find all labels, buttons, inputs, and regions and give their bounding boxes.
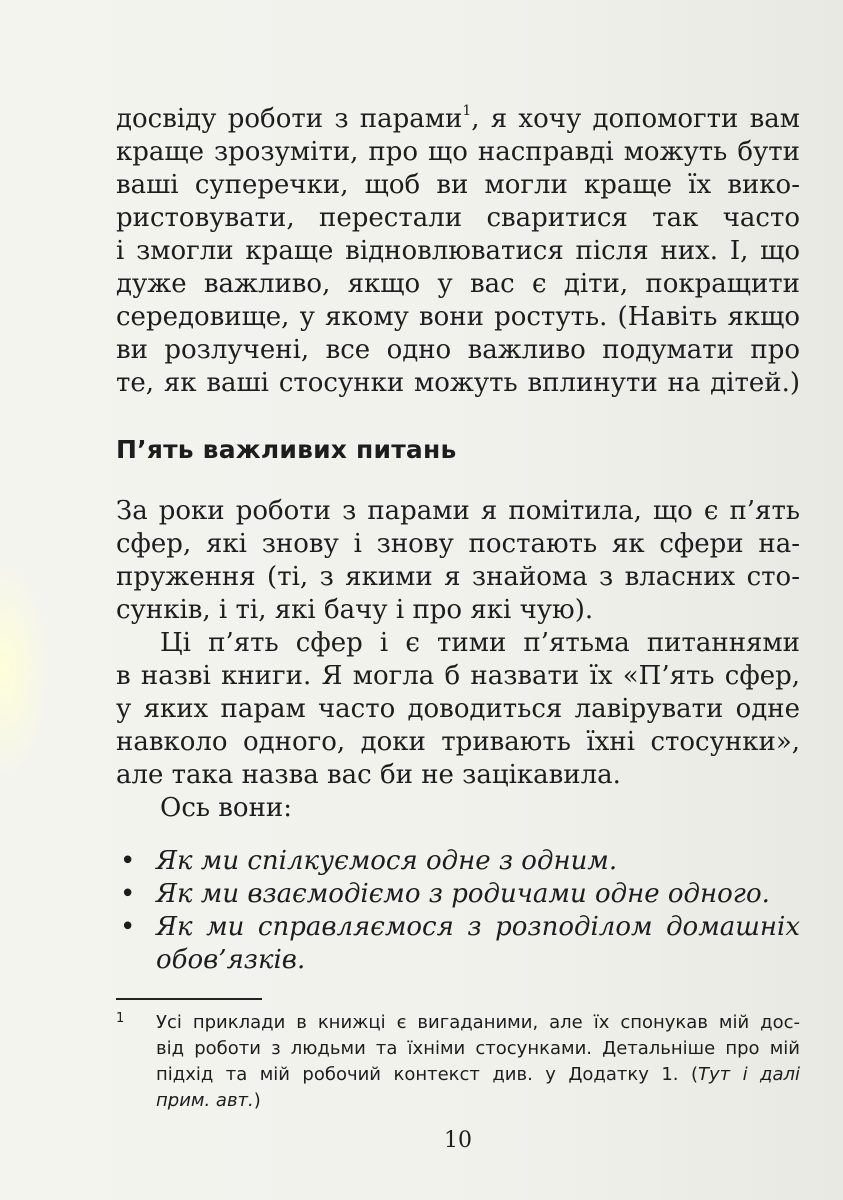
text-line: ристовувати, перестали сваритися так часто: [116, 203, 800, 233]
intro-paragraph: [116, 103, 800, 400]
list-item-text: Як ми справляємося з розподілом домашніх: [156, 912, 800, 942]
text-line: Ось вони:: [160, 793, 293, 823]
paragraph-book-title: [116, 627, 800, 792]
text-line: За роки роботи з парами я помітила, що є п’ять: [116, 496, 800, 526]
list-item: [116, 911, 800, 977]
footnote-italic: Тут і далі: [698, 1064, 800, 1085]
list-item-text: Як ми спілкуємося одне з одним.: [156, 846, 618, 876]
section-heading: П’ять важливих питань: [116, 435, 457, 464]
bullet-list: [116, 845, 800, 977]
bullet-marker: •: [120, 879, 136, 909]
list-item-text: Як ми взаємодіємо з родичами одне одного.: [156, 879, 770, 909]
text-line: ви розлучені, все одно важливо подумати про: [116, 335, 800, 365]
paragraph-five-areas: [116, 495, 800, 627]
footnote-divider: [116, 998, 262, 1000]
light-glare: [0, 560, 50, 780]
text-line: Ці п’ять сфер і є тими п’ятьма питаннями: [160, 628, 800, 658]
text-line: і змогли краще відновлюватися після них. І, що: [116, 236, 800, 266]
footnote-line: від роботи з людьми та їхніми стосунками. Детальніше про мій: [156, 1038, 800, 1059]
footnote-body: [156, 1010, 800, 1114]
text-line: досвіду роботи з парами$^1$, я хочу допомогти вам: [116, 103, 800, 134]
paragraph-here-they-are: [116, 792, 800, 825]
bullet-marker: •: [120, 912, 136, 942]
footnote-italic: прим. авт.: [156, 1090, 254, 1111]
text-line: ваші суперечки, щоб ви могли краще їх вико-: [116, 170, 800, 200]
list-item-text: обов’язків.: [156, 945, 306, 975]
text-line: дуже важливо, якщо у вас є діти, покращити: [116, 269, 800, 299]
footnote-line: Усі приклади в книжці є вигаданими, але їх спонукав мій дос-: [156, 1012, 800, 1033]
text-line: пруження (ті, з якими я знайома з власних сто-: [116, 562, 800, 592]
list-item: [116, 878, 800, 911]
bullet-marker: •: [120, 846, 136, 876]
text-line: краще зрозуміти, про що насправді можуть бути: [116, 137, 800, 167]
text-line: те, як ваші стосунки можуть вплинути на дітей.): [116, 368, 800, 398]
footnote-number: 1: [116, 1011, 125, 1026]
page-number: 10: [444, 1128, 472, 1153]
text-line: в назві книги. Я могла б назвати їх «П’ять сфер,: [116, 661, 800, 691]
footnote-line: підхід та мій робочий контекст див. у Додатку 1. (Тут і далі: [156, 1064, 800, 1085]
footnote-reference[interactable]: 1: [462, 103, 472, 119]
text-line: середовище, у якому вони ростуть. (Навіть якщо: [116, 302, 800, 332]
text-line: але така назва вас би не зацікавила.: [116, 760, 621, 790]
text-line: сунків, і ті, які бачу і про які чую).: [116, 595, 594, 625]
list-item: [116, 845, 800, 878]
footnote-line: прим. авт.): [156, 1090, 261, 1111]
text-line: сфер, які знову і знову постають як сфери на-: [116, 529, 800, 559]
text-line: навколо одного, доки тривають їхні стосунки»,: [116, 727, 800, 757]
text-line: у яких парам часто доводиться лавірувати одне: [116, 694, 800, 724]
